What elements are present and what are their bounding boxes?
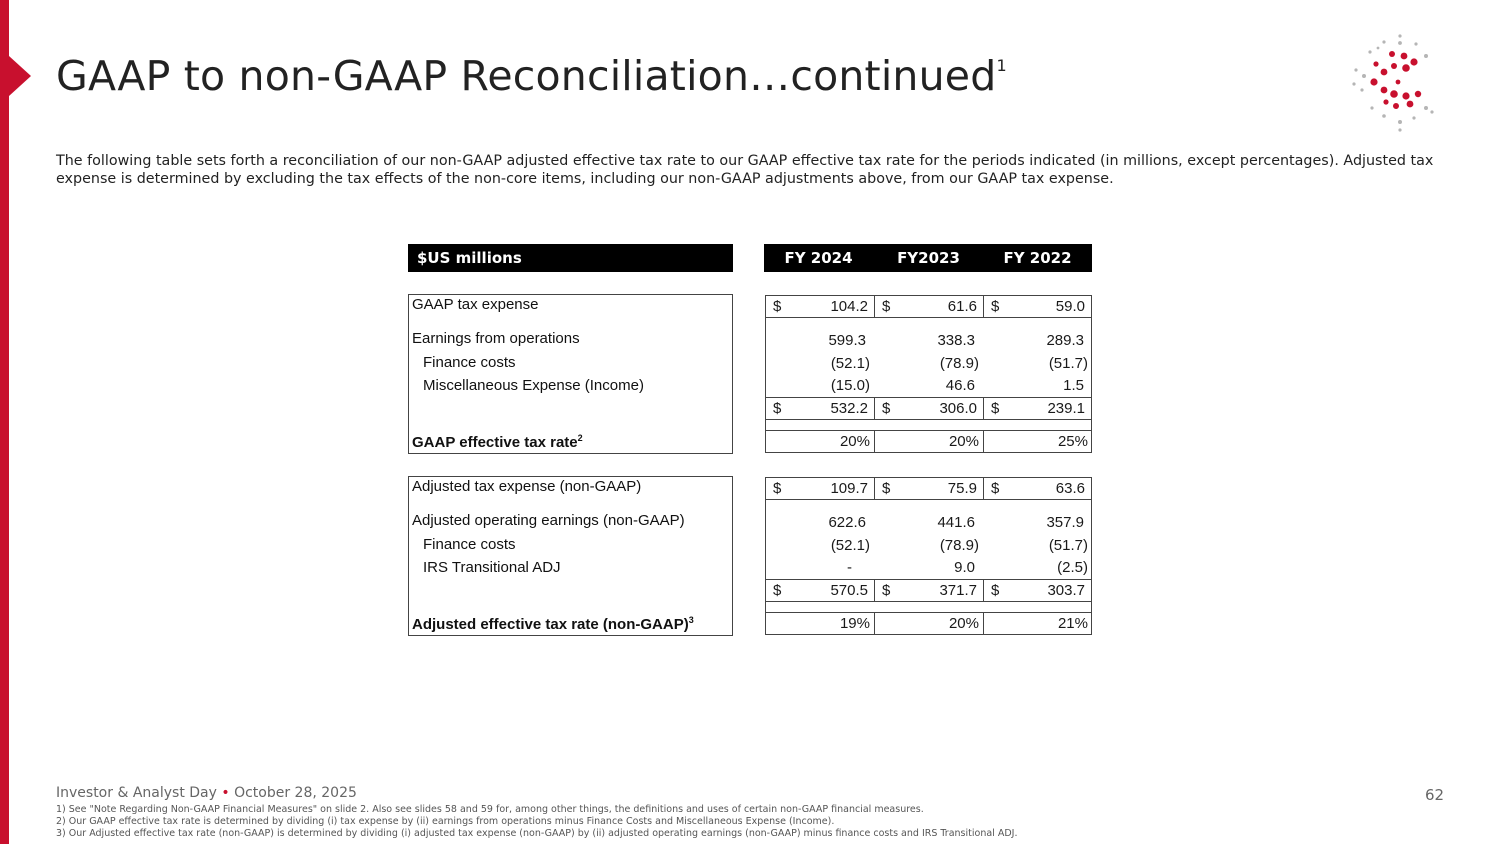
adjusted-label-box — [408, 476, 733, 636]
column-fy2023: FY2023 — [897, 249, 960, 267]
column-fy2024: FY 2024 — [784, 249, 853, 267]
adj-irs-label: IRS Transitional ADJ — [423, 559, 561, 576]
gaap-right-rule — [1091, 318, 1092, 398]
gaap-label-box — [408, 294, 733, 454]
table-header-label: $US millions — [408, 244, 733, 272]
gaap-finance-2023: (78.9) — [939, 355, 979, 372]
footnote-1: 1) See "Note Regarding Non-GAAP Financial Measures" on slide 2. Also see slides 58 and 59 for, among other things, the definitions and uses of certain non-GAAP financial measures. — [56, 804, 924, 815]
adj-gap-rule-left — [765, 601, 766, 612]
gaap-gap-rule-right — [1091, 419, 1092, 430]
gaap-misc-label: Miscellaneous Expense (Income) — [423, 377, 644, 394]
adj-earnings-2022: 357.9 — [1046, 514, 1084, 531]
adj-finance-2024: (52.1) — [830, 537, 870, 554]
adj-tax-expense-label: Adjusted tax expense (non-GAAP) — [412, 478, 642, 495]
intro-paragraph: The following table sets forth a reconciliation of our non-GAAP adjusted effective tax rate to our GAAP effective tax rate for the periods indicated (in millions, except percentages). Adjusted tax expense is determined by excluding the tax effects of the non-core items, including our non-GAAP adjustments above, from our GAAP tax expense. — [56, 153, 1434, 187]
adj-tax-expense-2022: $ 63.6 — [983, 477, 1092, 500]
adj-earnings-2023: 441.6 — [937, 514, 975, 531]
page-title: GAAP to non-GAAP Reconciliation…continued$^1$ — [56, 52, 1007, 100]
adj-tax-expense-2023: $ 75.9 — [874, 477, 984, 500]
gaap-finance-2024: (52.1) — [830, 355, 870, 372]
adj-subtotal-2022: $ 303.7 — [983, 579, 1092, 602]
adj-irs-2024: - — [847, 559, 852, 576]
gaap-rate-label: GAAP effective tax rate$^2$ — [412, 433, 583, 451]
gaap-rate-2024: 20% — [765, 430, 875, 453]
gaap-tax-expense-2023: $ 61.6 — [874, 295, 984, 318]
gaap-finance-2022: (51.7) — [1048, 355, 1088, 372]
adj-subtotal-2023: $ 371.7 — [874, 579, 984, 602]
gaap-subtotal-2024: $ 532.2 — [765, 397, 875, 420]
adj-rate-2022: 21% — [983, 612, 1092, 635]
gaap-misc-2022: 1.5 — [1063, 377, 1084, 394]
adj-subtotal-2024: $ 570.5 — [765, 579, 875, 602]
footnote-2: 2) Our GAAP effective tax rate is determined by dividing (i) tax expense by (ii) earnings from operations minus Finance Costs and Miscellaneous Expense (Income). — [56, 816, 835, 827]
adj-earnings-2024: 622.6 — [828, 514, 866, 531]
gaap-left-rule — [765, 318, 766, 398]
adj-tax-expense-2024: $ 109.7 — [765, 477, 875, 500]
gaap-tax-expense-2022: $ 59.0 — [983, 295, 1092, 318]
gaap-rate-2023: 20% — [874, 430, 984, 453]
page-number: 62 — [1425, 786, 1445, 804]
adj-finance-2022: (51.7) — [1048, 537, 1088, 554]
gaap-earnings-2024: 599.3 — [828, 332, 866, 349]
gaap-gap-rule-left — [765, 419, 766, 430]
title-arrow-icon — [9, 56, 31, 96]
gaap-earnings-2023: 338.3 — [937, 332, 975, 349]
adj-irs-2023: 9.0 — [954, 559, 975, 576]
adj-gap-rule-right — [1091, 601, 1092, 612]
adj-rate-2023: 20% — [874, 612, 984, 635]
adj-right-rule — [1091, 500, 1092, 580]
gaap-earnings-label: Earnings from operations — [412, 330, 580, 347]
gaap-tax-expense-label: GAAP tax expense — [412, 296, 539, 313]
adj-rate-2024: 19% — [765, 612, 875, 635]
gaap-earnings-2022: 289.3 — [1046, 332, 1084, 349]
adj-rate-label: Adjusted effective tax rate (non-GAAP)$^3$ — [412, 615, 694, 633]
adj-earnings-label: Adjusted operating earnings (non-GAAP) — [412, 512, 685, 529]
gaap-misc-2023: 46.6 — [945, 377, 975, 394]
footer-event: Investor & Analyst Day • October 28, 2025 — [56, 785, 357, 801]
gaap-subtotal-2022: $ 239.1 — [983, 397, 1092, 420]
adj-finance-2023: (78.9) — [939, 537, 979, 554]
gaap-finance-label: Finance costs — [423, 354, 516, 371]
accent-side-bar — [0, 0, 9, 844]
gaap-subtotal-2023: $ 306.0 — [874, 397, 984, 420]
company-logo-icon — [1348, 32, 1438, 134]
column-fy2022: FY 2022 — [1003, 249, 1072, 267]
adj-finance-label: Finance costs — [423, 536, 516, 553]
adj-irs-2022: (2.5) — [1057, 559, 1088, 576]
gaap-tax-expense-2024: $ 104.2 — [765, 295, 875, 318]
footnote-3: 3) Our Adjusted effective tax rate (non-GAAP) is determined by dividing (i) adjusted tax expense (non-GAAP) by (ii) adjusted operating earnings (non-GAAP) minus finance costs and IRS Transitional ADJ. — [56, 828, 1018, 839]
gaap-rate-2022: 25% — [983, 430, 1092, 453]
gaap-misc-2024: (15.0) — [830, 377, 870, 394]
table-header-columns — [764, 244, 1092, 272]
